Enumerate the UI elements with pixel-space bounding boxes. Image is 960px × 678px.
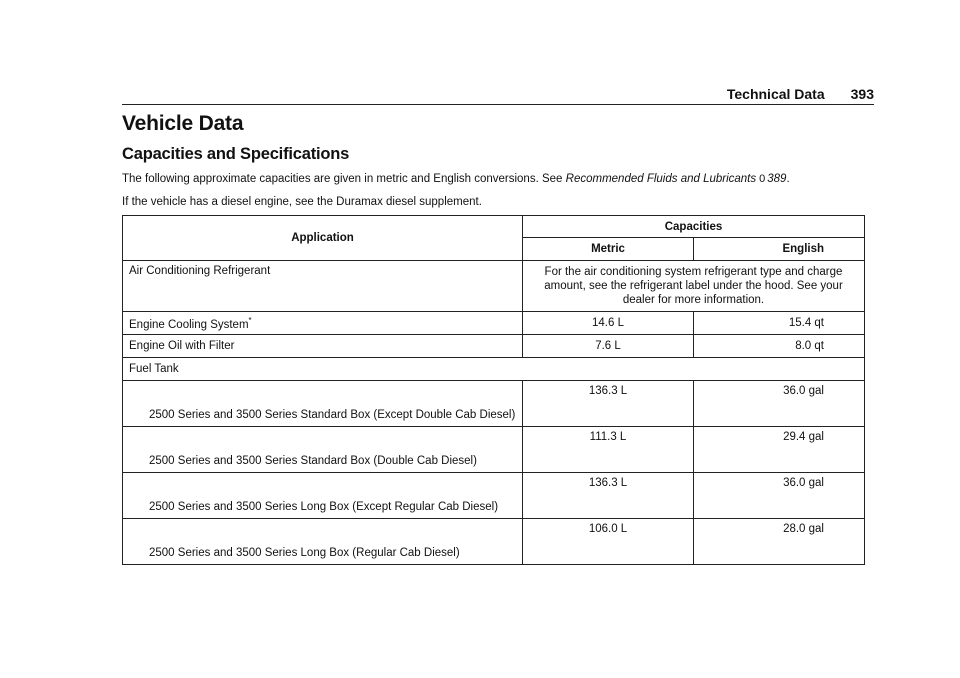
ac-label: Air Conditioning Refrigerant [123, 261, 523, 312]
cooling-label: Engine Cooling System [129, 318, 249, 331]
diesel-note: If the vehicle has a diesel engine, see the Duramax diesel supplement. [122, 196, 482, 208]
english-header: English [694, 238, 865, 261]
oil-metric: 7.6 L [523, 335, 694, 358]
fuel-row-metric: 106.0 L [523, 519, 694, 565]
fuel-row-label: 2500 Series and 3500 Series Standard Box (Double Cab Diesel) [123, 427, 523, 473]
page-title: Vehicle Data [122, 112, 244, 135]
oil-english: 8.0 qt [694, 335, 865, 358]
page-header [122, 84, 874, 105]
application-header: Application [123, 216, 523, 261]
fuel-row-label: 2500 Series and 3500 Series Long Box (Regular Cab Diesel) [123, 519, 523, 565]
fuel-row-english: 28.0 gal [694, 519, 865, 565]
table-row [123, 381, 865, 427]
intro-end: . [786, 173, 790, 185]
table-header-row [123, 216, 865, 238]
intro-paragraph [122, 173, 790, 185]
capacities-table [122, 215, 865, 565]
table-row [123, 335, 865, 358]
fuel-row-metric: 111.3 L [523, 427, 694, 473]
fuel-row-metric: 136.3 L [523, 473, 694, 519]
table-row [123, 261, 865, 312]
cooling-footnote-marker: * [248, 315, 252, 325]
table-row [123, 473, 865, 519]
capacities-header: Capacities [523, 216, 865, 238]
section-heading: Capacities and Specifications [122, 145, 350, 163]
fuel-row-english: 36.0 gal [694, 381, 865, 427]
table-row [123, 358, 865, 381]
intro-text: The following approximate capacities are given in metric and English conversions. See [122, 173, 563, 185]
page-reference-icon: 0 [759, 173, 766, 185]
fuel-row-label: 2500 Series and 3500 Series Standard Box (Except Double Cab Diesel) [123, 381, 523, 427]
cooling-metric: 14.6 L [523, 312, 694, 335]
cooling-cell [123, 312, 523, 335]
cooling-english: 15.4 qt [694, 312, 865, 335]
table-row [123, 427, 865, 473]
fluids-link-page[interactable]: 389 [767, 173, 787, 185]
fuel-row-metric: 136.3 L [523, 381, 694, 427]
metric-header: Metric [523, 238, 694, 261]
table-row [123, 312, 865, 335]
fuel-row-label: 2500 Series and 3500 Series Long Box (Except Regular Cab Diesel) [123, 473, 523, 519]
fuel-row-english: 36.0 gal [694, 473, 865, 519]
fluids-link[interactable]: Recommended Fluids and Lubricants [565, 173, 757, 185]
section-title: Technical Data [726, 86, 825, 102]
oil-label: Engine Oil with Filter [123, 335, 523, 358]
table-row [123, 519, 865, 565]
fuel-tank-label: Fuel Tank [123, 358, 865, 381]
ac-info: For the air conditioning system refrigerant type and charge amount, see the refrigerant label under the hood. See your dealer for more information. [523, 261, 865, 312]
page-number: 393 [850, 86, 874, 102]
fuel-row-english: 29.4 gal [694, 427, 865, 473]
